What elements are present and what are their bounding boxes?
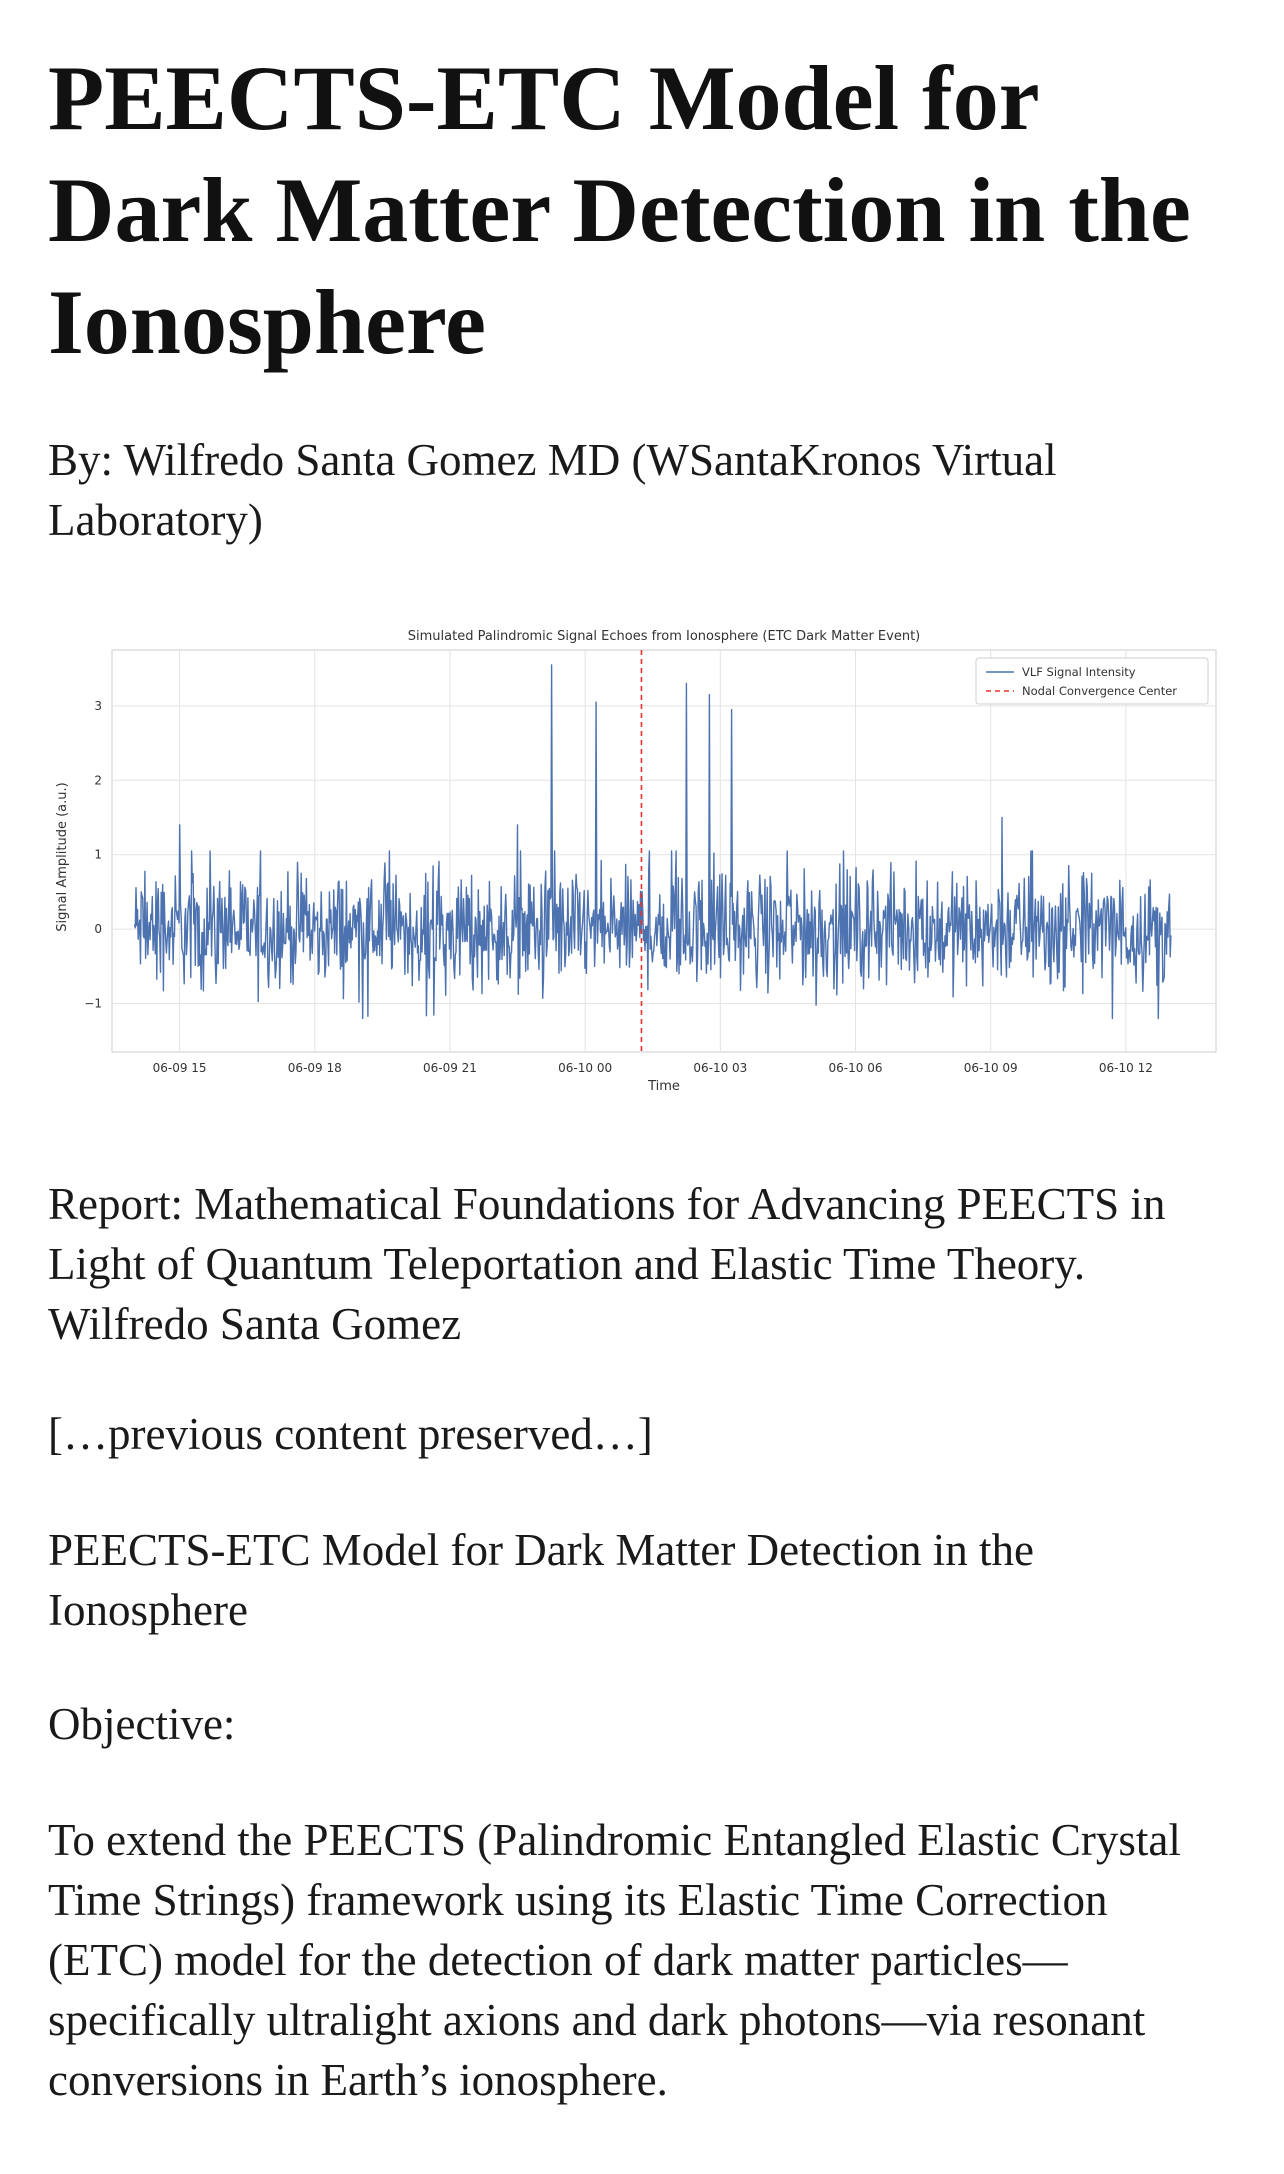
x-tick-label: 06-10 00 bbox=[558, 1061, 613, 1075]
y-tick-label: 0 bbox=[94, 922, 102, 937]
x-axis-label: Time bbox=[648, 1079, 680, 1094]
chart-svg bbox=[48, 620, 1238, 1140]
legend-label-nodal: Nodal Convergence Center bbox=[1022, 684, 1178, 698]
section-title: PEECTS-ETC Model for Dark Matter Detection in the Ionosphere bbox=[48, 1525, 1035, 1635]
x-tick-label: 06-09 21 bbox=[422, 1061, 477, 1075]
y-tick-label: −1 bbox=[84, 996, 102, 1011]
y-axis-label: Signal Amplitude (a.u.) bbox=[55, 782, 70, 932]
preserved-note: […previous content preserved…] bbox=[48, 1409, 653, 1459]
x-tick-label: 06-09 18 bbox=[287, 1061, 342, 1075]
x-tick-label: 06-10 09 bbox=[963, 1061, 1018, 1075]
signal-chart bbox=[48, 620, 1238, 1140]
y-tick-label: 2 bbox=[94, 773, 102, 788]
objective-text: To extend the PEECTS (Palindromic Entangled Elastic Crystal Time Strings) framework using its Elastic Time Correction (ETC) model for the detection of dark matter particles—specifically ultralight axions and dark photons—via resonant conversions in Earth’s ionosphere. bbox=[48, 1815, 1181, 2105]
document-title: PEECTS-ETC Model for Dark Matter Detection in the Ionosphere bbox=[48, 47, 1191, 373]
chart-title: Simulated Palindromic Signal Echoes from Ionosphere (ETC Dark Matter Event) bbox=[407, 629, 921, 644]
plot-area bbox=[112, 650, 1216, 1052]
y-tick-label: 3 bbox=[94, 698, 102, 713]
y-tick-label: 1 bbox=[94, 847, 102, 862]
x-tick-label: 06-10 06 bbox=[828, 1061, 883, 1075]
x-tick-label: 06-10 12 bbox=[1098, 1061, 1153, 1075]
legend-label-signal: VLF Signal Intensity bbox=[1022, 665, 1136, 679]
report-heading: Report: Mathematical Foundations for Advancing PEECTS in Light of Quantum Teleportation and Elastic Time Theory. Wilfredo Santa Gomez bbox=[48, 1179, 1166, 1349]
x-tick-label: 06-10 03 bbox=[693, 1061, 748, 1075]
objective-label: Objective: bbox=[48, 1699, 236, 1749]
x-tick-label: 06-09 15 bbox=[152, 1061, 207, 1075]
author-byline: By: Wilfredo Santa Gomez MD (WSantaKronos Virtual Laboratory) bbox=[48, 435, 1057, 545]
